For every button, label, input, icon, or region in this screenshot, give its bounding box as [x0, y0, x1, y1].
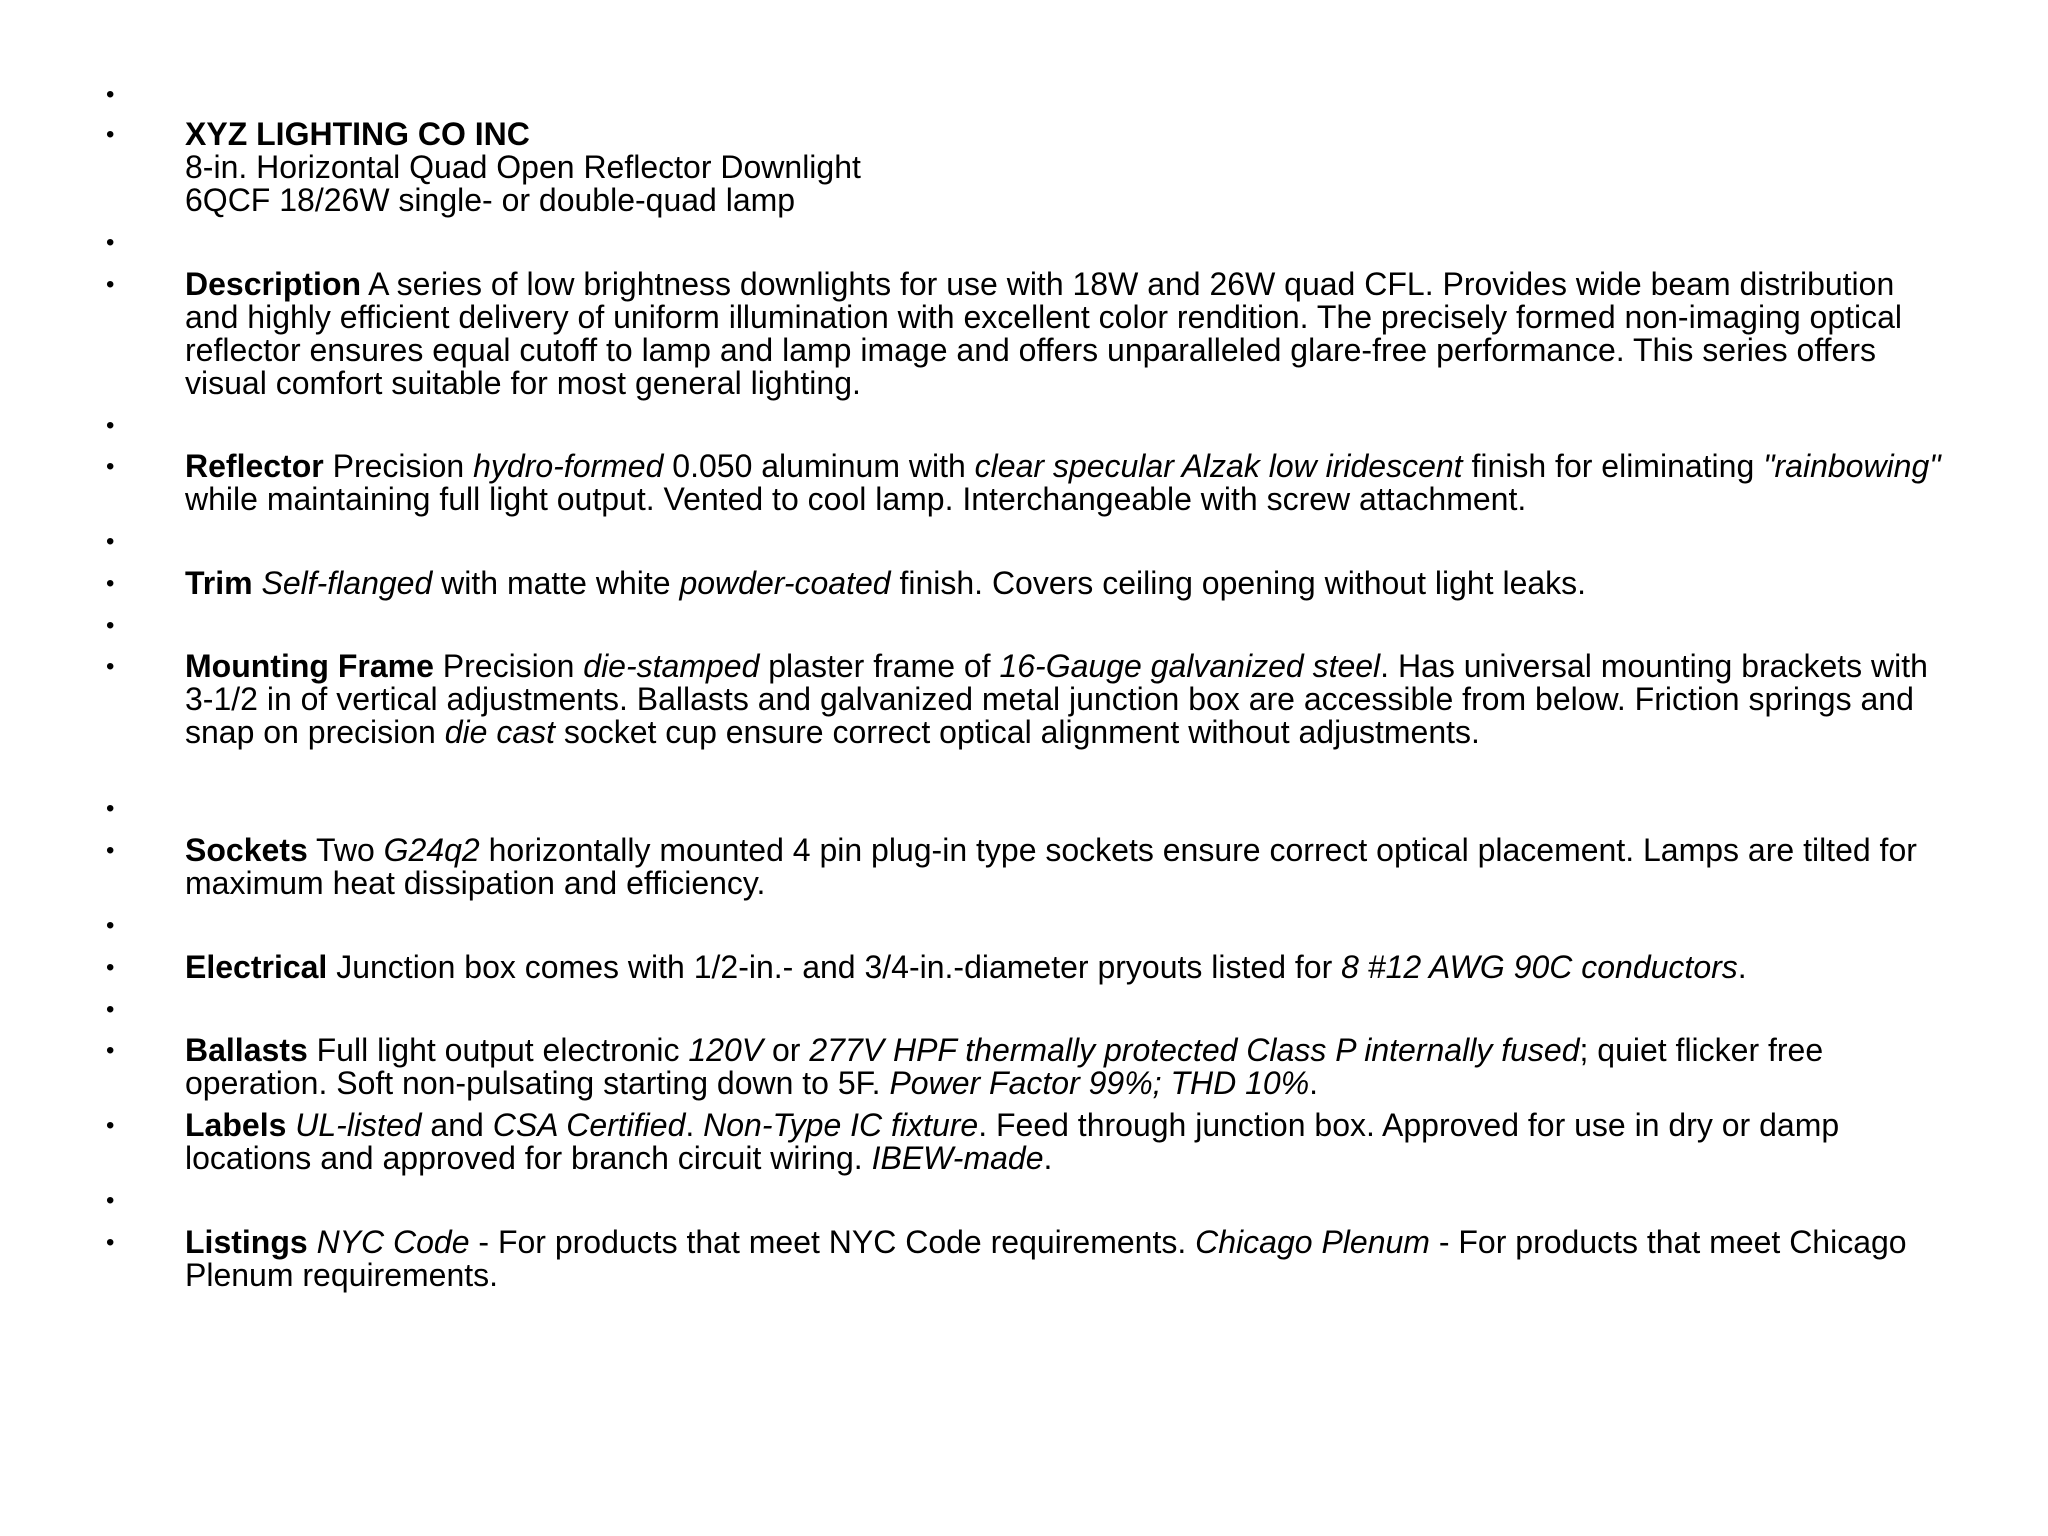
electrical-text: Electrical Junction box comes with 1/2-in.- and 3/4-in.-diameter pryouts listed for 8 #12 AWG 90C conductors. [185, 949, 1747, 985]
bullet: • [106, 1112, 115, 1139]
bullet: • [106, 1187, 115, 1214]
reflector-text: Reflector Precision hydro-formed 0.050 aluminum with clear specular Alzak low iridescent finish for eliminating "rainbowing" while maintaining full light output. Vented to cool lamp. Interchangeable with screw attachment. [185, 448, 1941, 517]
sockets-text: Sockets Two G24q2 horizontally mounted 4 pin plug-in type sockets ensure correct optical placement. Lamps are tilted for maximum heat dissipation and efficiency. [185, 832, 1917, 901]
bullet: • [106, 229, 115, 256]
header-text [185, 118, 1945, 217]
section-label: Labels [185, 1107, 287, 1143]
bullet: • [106, 81, 115, 108]
section-label: Description [185, 266, 362, 302]
bullet: • [106, 121, 115, 148]
section-label: Sockets [185, 832, 308, 868]
company-name: XYZ LIGHTING CO INC [185, 116, 530, 152]
bullet: • [106, 612, 115, 639]
bullet: • [106, 653, 115, 680]
section-label: Reflector [185, 448, 324, 484]
bullet: • [106, 570, 115, 597]
listings-text: Listings NYC Code - For products that meet NYC Code requirements. Chicago Plenum - For products that meet Chicago Plenum requirements. [185, 1224, 1907, 1293]
section-label: Ballasts [185, 1032, 308, 1068]
bullet: • [106, 453, 115, 480]
bullet: • [106, 1037, 115, 1064]
product-name: 8-in. Horizontal Quad Open Reflector Downlight [185, 149, 861, 185]
labels-text: Labels UL-listed and CSA Certified. Non-Type IC fixture. Feed through junction box. Approved for use in dry or damp locations and approved for branch circuit wiring. IBEW-made. [185, 1107, 1840, 1176]
bullet: • [106, 528, 115, 555]
bullet: • [106, 271, 115, 298]
section-label: Listings [185, 1224, 308, 1260]
mounting-frame-text: Mounting Frame Precision die-stamped plaster frame of 16-Gauge galvanized steel. Has universal mounting brackets with 3-1/2 in of vertical adjustments. Ballasts and galvanized metal junction box are accessible from below. Friction springs and snap on precision die cast socket cup ensure correct optical alignment without adjustments. [185, 648, 1928, 750]
trim-text: Trim Self-flanged with matte white powder-coated finish. Covers ceiling opening without light leaks. [185, 565, 1587, 601]
ballasts-text: Ballasts Full light output electronic 120V or 277V HPF thermally protected Class P internally fused; quiet flicker free operation. Soft non-pulsating starting down to 5F. Power Factor 99%; THD 10%. [185, 1032, 1824, 1101]
bullet: • [106, 412, 115, 439]
bullet: • [106, 1229, 115, 1256]
description-text: Description A series of low brightness downlights for use with 18W and 26W quad CFL. Provides wide beam distribution and highly efficient delivery of uniform illumination with excellent color rendition. The precisely formed non-imaging optical reflector ensures equal cutoff to lamp and lamp image and offers unparalleled glare-free performance. This series offers visual comfort suitable for most general lighting. [185, 266, 1903, 401]
section-label: Electrical [185, 949, 328, 985]
bullet: • [106, 954, 115, 981]
bullet: • [106, 912, 115, 939]
section-label: Mounting Frame [185, 648, 434, 684]
section-label: Trim [185, 565, 253, 601]
bullet: • [106, 996, 115, 1023]
model-number: 6QCF 18/26W single- or double-quad lamp [185, 182, 796, 218]
bullet: • [106, 795, 115, 822]
bullet: • [106, 837, 115, 864]
